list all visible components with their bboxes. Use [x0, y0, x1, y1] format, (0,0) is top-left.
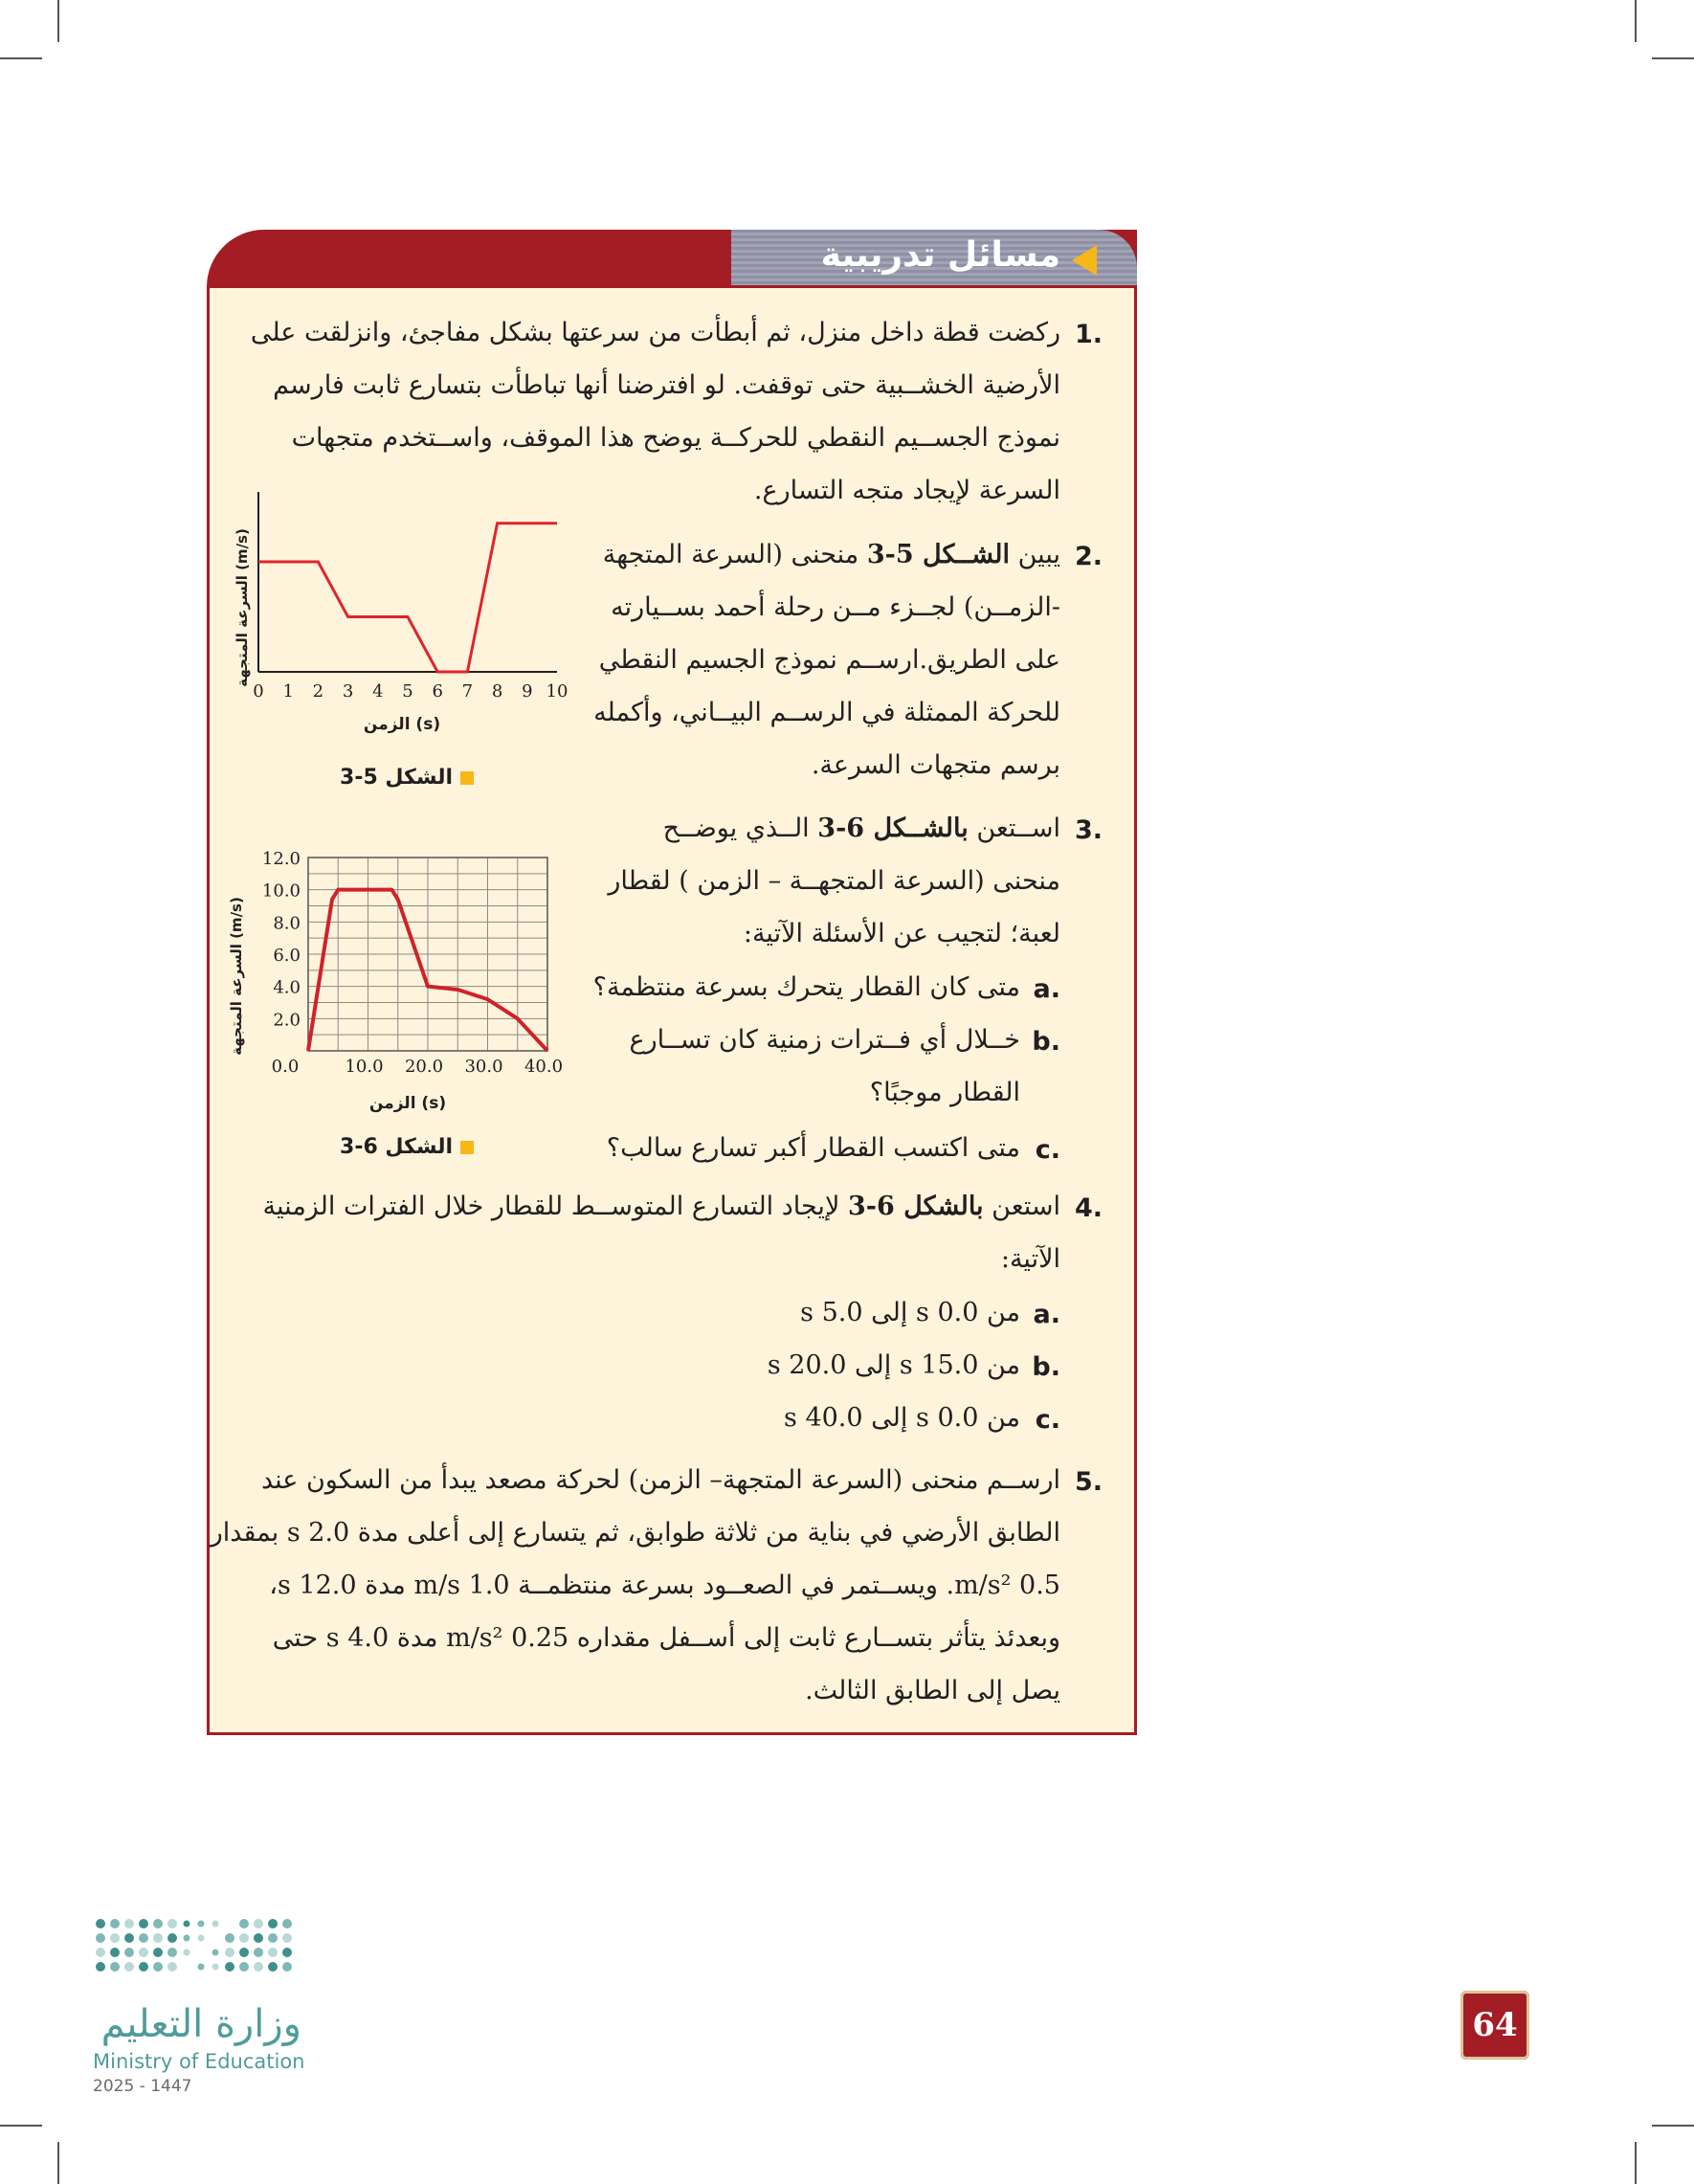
logo-dot	[167, 1962, 177, 1972]
logo-dot	[124, 1962, 134, 1972]
y-tick-label: 6.0	[273, 946, 301, 966]
problem-text-line: برسم متجهات السرعة.	[811, 750, 1060, 780]
logo-dot	[212, 1921, 219, 1928]
problem-text-line: لعبة؛ لتجيب عن الأسئلة الآتية:	[743, 919, 1060, 948]
x-tick-label: 4	[372, 681, 384, 702]
y-tick-label: 4.0	[273, 977, 301, 998]
x-tick-label: 3	[342, 681, 354, 702]
x-tick-label: 20.0	[404, 1057, 444, 1077]
subitem-label: .a	[1033, 974, 1060, 1004]
logo-dots-icon	[91, 1914, 311, 2000]
text-part: منحنى (السرعة المتجهة	[602, 540, 867, 569]
subitem-label: .a	[1033, 1300, 1060, 1329]
logo-dot	[124, 1919, 134, 1928]
logo-dot	[124, 1948, 134, 1957]
logo-dot	[110, 1948, 120, 1957]
logo-dot	[254, 1919, 263, 1928]
problem-text-line: على الطريق.ارســم نموذج الجسيم النقطي	[598, 645, 1060, 675]
logo-dot	[239, 1933, 249, 1943]
problem-number: .2	[1074, 542, 1103, 571]
logo-dot	[96, 1948, 105, 1957]
x-tick-label: 5	[402, 681, 413, 702]
subitem-label: .c	[1035, 1405, 1060, 1435]
logo-dot	[282, 1919, 292, 1928]
logo-dot	[167, 1933, 177, 1943]
grid-lines	[308, 858, 547, 1051]
subitem-text: القطار موجبًا؟	[869, 1078, 1020, 1107]
subitem-label: .c	[1035, 1135, 1060, 1165]
problem-number: .3	[1074, 815, 1103, 845]
logo-dot	[110, 1919, 120, 1928]
problem-text-line: ارســم منحنى (السرعة المتجهة– الزمن) لحركة مصعد يبدأ من السكون عند	[260, 1465, 1060, 1495]
logo-dot	[124, 1933, 134, 1943]
logo-dot	[198, 1964, 205, 1971]
x-tick-label: 30.0	[464, 1057, 503, 1077]
logo-dot	[110, 1933, 120, 1943]
crop-mark	[57, 2142, 59, 2184]
logo-dot	[110, 1962, 120, 1972]
logo-dot	[153, 1962, 163, 1972]
subitem-text: من 0.0 s إلى 5.0 s	[800, 1298, 1020, 1327]
logo-year-text: 2025 - 1447	[93, 2077, 192, 2096]
logo-dot	[254, 1962, 263, 1972]
logo-dot	[96, 1919, 105, 1928]
problem-number: .5	[1074, 1467, 1103, 1497]
x-tick-labels	[272, 1057, 563, 1077]
caption-text: الشكل 6-3	[340, 1135, 454, 1159]
problem-text-line: الآتية:	[1000, 1244, 1060, 1274]
problem-text-line: الأرضية الخشــبية حتى توقفت. لو افترضنا أنها تباطأت بتسارع ثابت فارسم	[273, 370, 1060, 400]
subitem-text: متى اكتسب القطار أكبر تسارع سالب؟	[606, 1133, 1020, 1163]
problem-text-line	[603, 540, 1060, 569]
logo-dot	[254, 1948, 263, 1957]
x-tick-label: 10	[546, 681, 568, 702]
logo-dot	[254, 1933, 263, 1943]
square-bullet-icon	[460, 1141, 474, 1154]
logo-dot	[282, 1933, 292, 1943]
logo-dot	[198, 1921, 205, 1928]
logo-dot	[139, 1948, 148, 1957]
subitem-text: خــلال أي فــترات زمنية كان تســارع	[629, 1025, 1020, 1055]
text-part: لإيجاد التسارع المتوســط للقطار خلال الفترات الزمنية	[262, 1192, 848, 1221]
logo-dot	[184, 1921, 190, 1928]
subitem-text: متى كان القطار يتحرك بسرعة منتظمة؟	[592, 972, 1020, 1002]
x-tick-label: 8	[491, 681, 503, 702]
crop-mark	[0, 57, 42, 59]
figure-caption	[340, 766, 474, 790]
y-tick-labels	[262, 849, 301, 1030]
x-tick-label: 40.0	[524, 1057, 564, 1077]
subitem-label: .b	[1032, 1352, 1060, 1382]
logo-dot	[198, 1935, 205, 1942]
logo-dot	[139, 1933, 148, 1943]
logo-dot	[212, 1964, 219, 1971]
y-tick-label: 10.0	[261, 880, 301, 902]
x-tick-label: 2	[312, 681, 324, 702]
logo-dot	[96, 1933, 105, 1943]
logo-arabic-text: وزارة التعليم	[100, 2002, 301, 2046]
page-number: 64	[1460, 1991, 1529, 2060]
y-tick-label: 12.0	[261, 849, 301, 869]
x-tick-label: 7	[461, 681, 474, 702]
y-tick-label: 8.0	[273, 913, 301, 934]
square-bullet-icon	[460, 771, 474, 785]
logo-dot	[225, 1962, 234, 1972]
logo-english-text: Ministry of Education	[93, 2050, 305, 2073]
problem-text-line: -الزمــن) لجــزء مــن رحلة أحمد بســيارته	[611, 592, 1060, 622]
x-tick-label: 6	[432, 681, 443, 702]
logo-dot	[96, 1962, 105, 1972]
problem-text-line: الطابق الأرضي في بناية من ثلاثة طوابق، ثم يتسارع إلى أعلى مدة 2.0 s بمقدار	[210, 1518, 1060, 1548]
caption-text: الشكل 5-3	[340, 766, 454, 790]
problem-text-line	[663, 813, 1060, 843]
problem-text-line: يصل إلى الطابق الثالث.	[805, 1676, 1060, 1705]
logo-dot	[153, 1948, 163, 1957]
problem-number: .4	[1074, 1193, 1103, 1223]
figure-reference: بالشــكل 6-3	[817, 813, 969, 843]
problem-text-line: ركضت قطة داخل منزل، ثم أبطأت من سرعتها بشكل مفاجئ، وانزلقت على	[250, 318, 1060, 347]
crop-mark	[57, 0, 59, 42]
problem-text-line: وبعدئذ يتأثر بتســارع ثابت إلى أســفل مقداره 0.25 m/s² مدة 4.0 s حتى	[272, 1623, 1060, 1653]
logo-dot	[167, 1919, 177, 1928]
x-tick-label: 1	[282, 681, 294, 702]
problem-text-line	[263, 1192, 1060, 1221]
figure-caption	[340, 1135, 474, 1159]
logo-dot	[268, 1933, 278, 1943]
x-tick-label: 0.0	[271, 1057, 300, 1077]
logo-dot	[268, 1919, 278, 1928]
logo-dot	[225, 1948, 234, 1957]
text-part: اســتعن	[968, 813, 1060, 843]
problem-number: .1	[1074, 320, 1103, 349]
logo-dot	[153, 1919, 163, 1928]
problem-text-line: السرعة لإيجاد متجه التسارع.	[753, 476, 1060, 505]
logo-dot	[268, 1962, 278, 1972]
logo-dot	[139, 1962, 148, 1972]
x-tick-label: 10.0	[345, 1057, 384, 1077]
logo-dot	[239, 1962, 249, 1972]
subitem-text: من 0.0 s إلى 40.0 s	[784, 1403, 1020, 1433]
box-header-tab	[731, 230, 1137, 289]
crop-mark	[0, 2125, 42, 2127]
crop-mark	[1652, 57, 1694, 59]
crop-mark	[1635, 0, 1637, 42]
crop-mark	[1635, 2142, 1637, 2184]
x-tick-label: 9	[522, 681, 533, 702]
logo-dot	[282, 1962, 292, 1972]
figure-5-3-graph	[220, 488, 568, 737]
text-part: استعن	[983, 1192, 1060, 1221]
problem-text-line: 0.5 m/s². ويســتمر في الصعــود بسرعة منتظمــة 1.0 m/s مدة 12.0 s،	[269, 1571, 1060, 1600]
x-tick-labels	[253, 681, 568, 702]
text-part: يبين	[1010, 540, 1060, 569]
logo-dot	[139, 1919, 148, 1928]
subitem-label: .b	[1032, 1027, 1060, 1057]
crop-mark	[1652, 2125, 1694, 2127]
y-axis-label: السرعة المتجهة (m/s)	[228, 897, 245, 1056]
logo-dot	[184, 1950, 190, 1956]
x-tick-label: 0	[253, 681, 264, 702]
subitem-text: من 15.0 s إلى 20.0 s	[767, 1350, 1020, 1380]
figure-reference: الشــكل 5-3	[866, 540, 1011, 569]
logo-dot	[225, 1933, 234, 1943]
triangle-arrow-icon	[1072, 245, 1097, 276]
logo-dot	[239, 1919, 249, 1928]
ministry-logo	[91, 1914, 311, 2106]
x-axis-label: الزمن (s)	[363, 715, 441, 734]
text-part: الــذي يوضــح	[662, 813, 818, 843]
problem-text-line: منحنى (السرعة المتجهــة – الزمن ) لقطار	[608, 866, 1060, 896]
problem-text-line: نموذج الجســيم النقطي للحركــة يوضح هذا الموقف، واســتخدم متجهات	[291, 423, 1060, 453]
logo-dot	[184, 1935, 190, 1942]
x-axis-label: الزمن (s)	[368, 1094, 447, 1113]
problem-text-line: للحركة الممثلة في الرســم البيــاني، وأكمله	[593, 698, 1060, 727]
logo-dot	[268, 1948, 278, 1957]
y-tick-label: 2.0	[273, 1010, 301, 1031]
figure-6-3-graph	[220, 842, 584, 1113]
velocity-line	[258, 524, 557, 672]
logo-dot	[153, 1933, 163, 1943]
logo-dot	[282, 1948, 292, 1957]
figure-reference: بالشكل 6-3	[847, 1192, 984, 1221]
logo-dot	[239, 1948, 249, 1957]
box-title: مسائل تدريبية	[820, 235, 1060, 275]
y-axis-label: السرعة المتجهة (m/s)	[234, 528, 251, 687]
logo-dot	[167, 1948, 177, 1957]
logo-dot	[212, 1950, 219, 1956]
